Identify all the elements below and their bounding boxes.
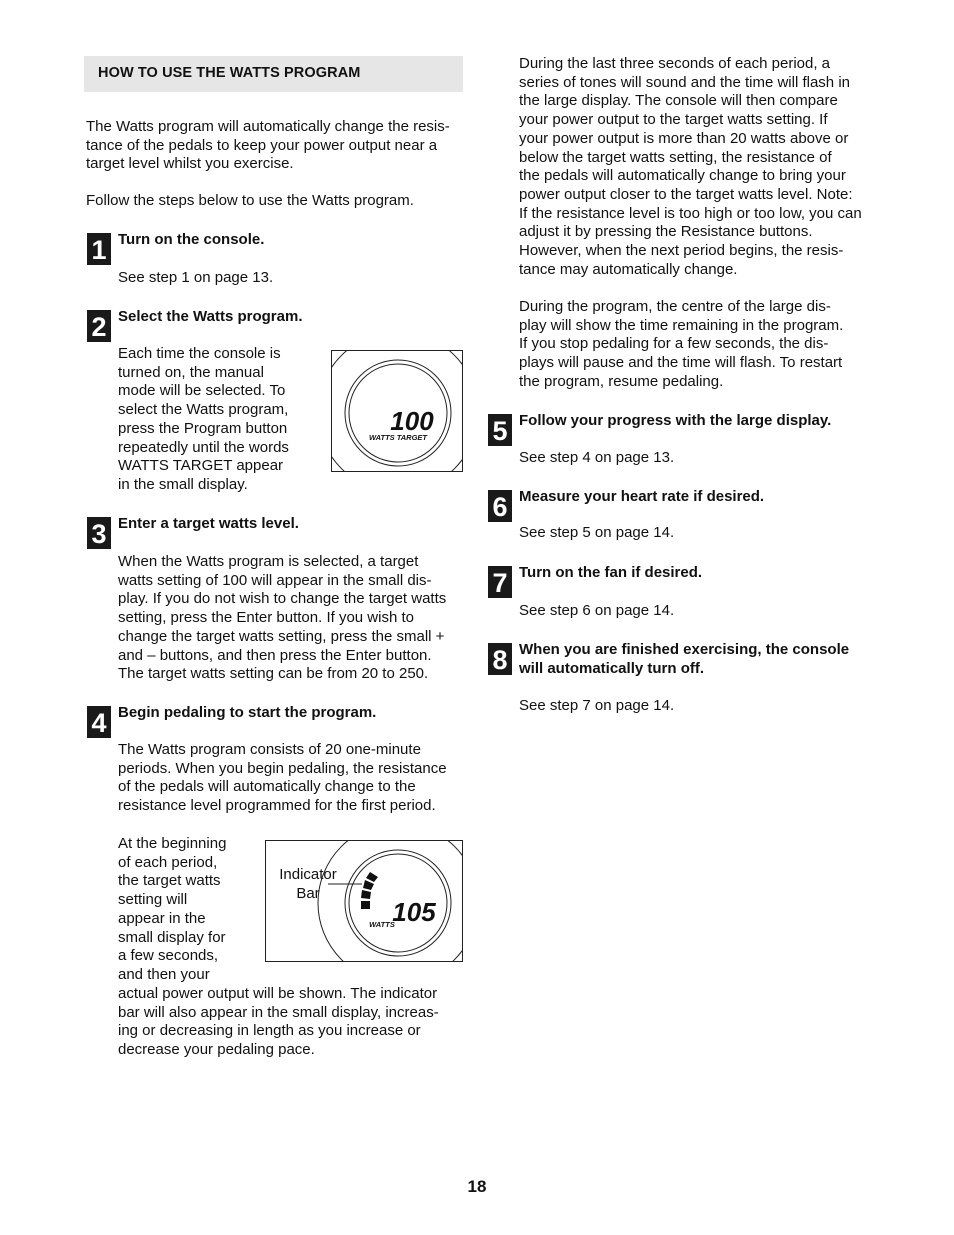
right-paragraph-2 xyxy=(519,298,843,392)
text-line: tance may automatically change. xyxy=(519,260,738,278)
text-line: below the target watts setting, the resistance of xyxy=(519,148,832,166)
text-line: During the program, the centre of the large dis- xyxy=(519,298,831,315)
text-line: At the beginning xyxy=(118,835,227,852)
indicator-segment xyxy=(366,872,378,882)
text-line: The Watts program consists of 20 one-minute xyxy=(118,741,421,758)
text-line: power output closer to the target watts level. Note: xyxy=(519,185,853,203)
indicator-bar-callout xyxy=(268,866,348,903)
text-line: in the small display. xyxy=(118,475,248,493)
console-display-figure-watts xyxy=(265,840,463,962)
text-line: change the target watts setting, press the small + xyxy=(118,627,445,645)
text-line: the large display. The console will then compare xyxy=(519,92,838,110)
text-line: small display for xyxy=(118,928,226,946)
text-line: of each period, xyxy=(118,853,218,871)
text-line: and – buttons, and then press the Enter button. xyxy=(118,646,432,664)
step-number-4: 4 xyxy=(87,706,111,738)
text-line: will automatically turn off. xyxy=(519,659,705,677)
step-number-2: 2 xyxy=(87,310,111,342)
text-line: turned on, the manual xyxy=(118,363,264,381)
step-number-5: 5 xyxy=(488,414,512,446)
watts-digits: 105 xyxy=(392,897,436,927)
step-6-title: Measure your heart rate if desired. xyxy=(519,488,765,505)
text-line: mode will be selected. To xyxy=(118,382,286,400)
text-line: bar will also appear in the small display, increas- xyxy=(118,1003,439,1021)
text-line: the pedals will automatically change to bring your xyxy=(519,167,846,185)
step-8-title xyxy=(519,641,849,678)
step-3-title: Enter a target watts level. xyxy=(118,515,299,532)
text-line: series of tones will sound and the time will flash in xyxy=(519,73,850,91)
step-7-body: See step 6 on page 14. xyxy=(519,602,675,619)
text-line: of the pedals will automatically change to the xyxy=(118,778,416,796)
text-line: If the resistance level is too high or too low, you can xyxy=(519,204,862,222)
intro-paragraph xyxy=(86,118,450,174)
text-line: a few seconds, xyxy=(118,947,219,965)
page-number: 18 xyxy=(467,1177,487,1196)
text-line: resistance level programmed for the first period. xyxy=(118,797,436,815)
step-8-body: See step 7 on page 14. xyxy=(519,697,675,714)
text-line: The Watts program will automatically change the resis- xyxy=(86,118,450,135)
step-1-body: See step 1 on page 13. xyxy=(118,269,274,286)
indicator-segment xyxy=(361,901,370,909)
text-line: actual power output will be shown. The indicator xyxy=(118,985,438,1002)
step-4-title: Begin pedaling to start the program. xyxy=(118,704,377,721)
watts-target-label: WATTS TARGET xyxy=(368,433,428,442)
section-header: HOW TO USE THE WATTS PROGRAM xyxy=(84,56,463,92)
text-line: your power output is more than 20 watts above or xyxy=(519,129,849,147)
indicator-segment xyxy=(361,890,371,899)
text-line: The target watts setting can be from 20 to 250. xyxy=(118,665,429,683)
step-4-body xyxy=(118,741,447,816)
text-line: the program, resume pedaling. xyxy=(519,372,724,390)
step-5-body: See step 4 on page 13. xyxy=(519,449,675,466)
text-line: press the Program button xyxy=(118,419,288,437)
right-paragraph-1 xyxy=(519,55,862,279)
text-line: adjust it by pressing the Resistance buttons. xyxy=(519,223,813,241)
watts-label: WATTS xyxy=(369,920,395,929)
text-line: During the last three seconds of each period, a xyxy=(519,55,831,72)
text-line: target level whilst you exercise. xyxy=(86,155,294,173)
text-line: plays will pause and the time will flash. To restart xyxy=(519,354,843,372)
step-number-3: 3 xyxy=(87,517,111,549)
callout-text: Bar xyxy=(296,884,320,902)
watts-digits: 100 xyxy=(390,406,434,436)
text-line: periods. When you begin pedaling, the resistance xyxy=(118,759,447,777)
text-line: decrease your pedaling pace. xyxy=(118,1041,315,1059)
step-number-7: 7 xyxy=(488,566,512,598)
text-line: watts setting of 100 will appear in the small dis- xyxy=(118,571,432,589)
step-7-title: Turn on the fan if desired. xyxy=(519,564,703,581)
text-line: select the Watts program, xyxy=(118,401,289,419)
text-line: play will show the time remaining in the program. xyxy=(519,316,844,334)
text-line: tance of the pedals to keep your power output near a xyxy=(86,136,438,154)
step-number-8: 8 xyxy=(488,643,512,675)
text-line: ing or decreasing in length as you increase or xyxy=(118,1022,421,1040)
text-line: When you are finished exercising, the console xyxy=(519,641,850,658)
step-4-body-continued xyxy=(118,985,439,1060)
step-3-body xyxy=(118,553,446,684)
text-line: WATTS TARGET appear xyxy=(118,457,284,475)
console-display-figure-watts-target xyxy=(331,350,463,472)
text-line: setting will xyxy=(118,891,188,909)
step-6-body: See step 5 on page 14. xyxy=(519,524,675,541)
step-2-body xyxy=(118,345,289,495)
text-line: If you stop pedaling for a few seconds, the dis- xyxy=(519,335,829,353)
text-line: the target watts xyxy=(118,872,221,890)
callout-text: Indicator xyxy=(279,866,337,883)
text-line: your power output to the target watts setting. If xyxy=(519,111,828,129)
text-line: repeatedly until the words xyxy=(118,438,289,456)
text-line: Each time the console is xyxy=(118,345,281,362)
step-4-body-wrap xyxy=(118,835,226,985)
console-display-drawing xyxy=(332,351,463,472)
step-5-title: Follow your progress with the large display. xyxy=(519,412,832,429)
intro-instruction: Follow the steps below to use the Watts program. xyxy=(86,192,414,209)
step-number-6: 6 xyxy=(488,490,512,522)
text-line: setting, press the Enter button. If you wish to xyxy=(118,609,414,627)
text-line: When the Watts program is selected, a target xyxy=(118,553,419,570)
text-line: play. If you do not wish to change the target watts xyxy=(118,590,447,608)
text-line: appear in the xyxy=(118,909,206,927)
text-line: However, when the next period begins, the resis- xyxy=(519,242,844,260)
text-line: and then your xyxy=(118,965,210,983)
indicator-segment xyxy=(363,880,374,890)
step-number-1: 1 xyxy=(87,233,111,265)
step-2-title: Select the Watts program. xyxy=(118,308,303,325)
indicator-bar xyxy=(361,872,378,909)
step-1-title: Turn on the console. xyxy=(118,231,265,248)
